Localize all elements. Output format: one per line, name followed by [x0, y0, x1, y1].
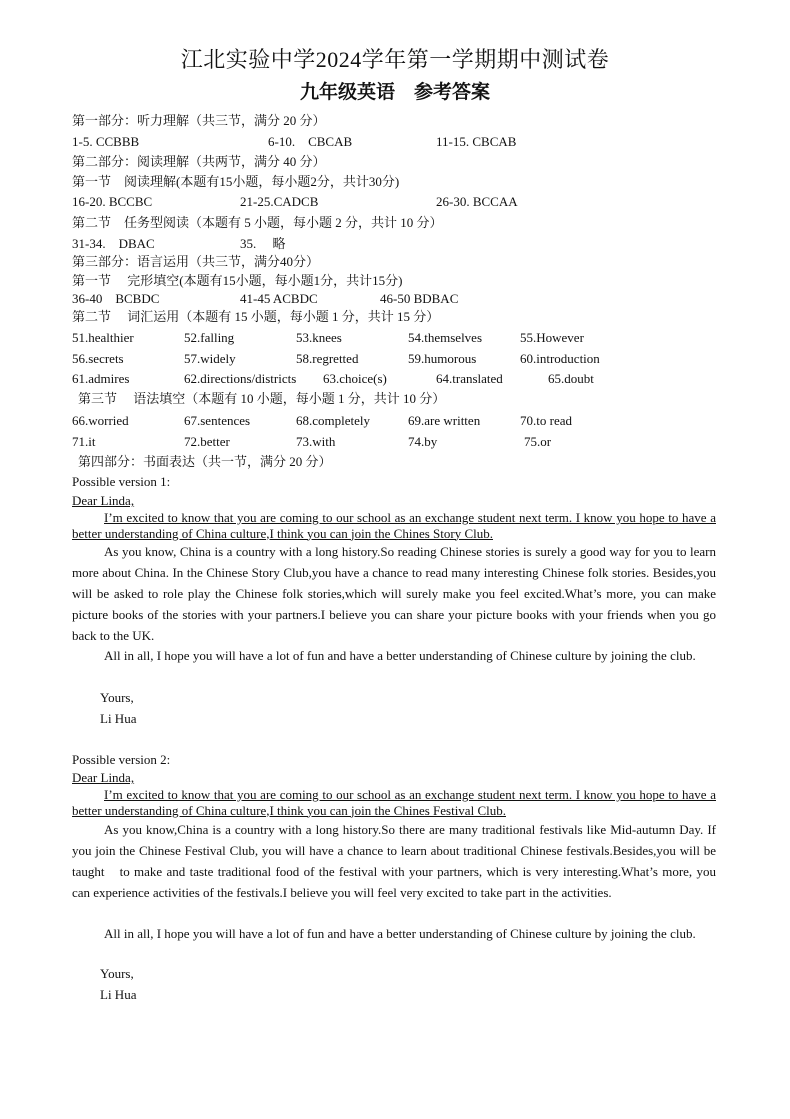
part3-section3-heading: 第三节 语法填空（本题有 10 小题，每小题 1 分，共计 10 分）: [78, 391, 446, 406]
vocab-answer: 55.However: [520, 330, 584, 345]
version-label: Possible version 2:: [72, 752, 171, 767]
part2-heading: 第二部分：阅读理解（共两节，满分 40 分）: [72, 154, 326, 169]
vocab-answer: 52.falling: [184, 330, 235, 345]
answer-group: 1-5. CCBBB: [72, 134, 140, 149]
vocab-answer: 53.knees: [296, 330, 342, 345]
letter-body: As you know,China is a country with a long history.So there are many traditional festivals like Mid-autumn Day. If you join the Chinese Festival Club, you will have a chance to learn about traditional Chinese festivals.Besides,you will be taught to make and taste traditional food of the festival with your partners, which is very interesting.What’s more, you can experience activities of the festivals.I believe you will feel very excited to take part in the activities.: [72, 822, 716, 900]
answer-group: 35. 略: [240, 236, 286, 251]
answer-group: 11-15. CBCAB: [436, 134, 517, 149]
vocab-answer: 61.admires: [72, 371, 130, 386]
part2-section2-heading: 第二节 任务型阅读（本题有 5 小题，每小题 2 分，共计 10 分）: [72, 215, 443, 230]
letter-signature: Li Hua: [100, 987, 137, 1002]
grammar-answer: 72.better: [184, 434, 230, 449]
answer-group: 36-40 BCBDC: [72, 291, 160, 306]
grammar-answer: 71.it: [72, 434, 96, 449]
vocab-answer: 51.healthier: [72, 330, 134, 345]
vocab-answer: 63.choice(s): [323, 371, 387, 386]
grammar-answer: 67.sentences: [184, 413, 251, 428]
vocab-answer: 64.translated: [436, 371, 503, 386]
vocab-answer: 54.themselves: [408, 330, 483, 345]
letter-signoff: Yours,: [100, 966, 134, 981]
letter-intro: I’m excited to know that you are coming to our school as an exchange student next term. I know you hope to have a better understanding of China culture,I think you can join the Chines Festival Club.: [72, 787, 716, 818]
grammar-answer: 66.worried: [72, 413, 129, 428]
grammar-answer: 74.by: [408, 434, 438, 449]
letter-closing: All in all, I hope you will have a lot of fun and have a better understanding of Chinese culture by joining the club.: [104, 926, 696, 941]
letter-greeting: Dear Linda,: [72, 493, 135, 508]
grammar-answer: 75.or: [524, 434, 552, 449]
grammar-answer: 70.to read: [520, 413, 572, 428]
letter-closing: All in all, I hope you will have a lot of fun and have a better understanding of Chinese culture by joining the club.: [104, 648, 696, 663]
letter-signature: Li Hua: [100, 711, 137, 726]
letter-intro: I’m excited to know that you are coming to our school as an exchange student next term. I know you hope to have a better understanding of China culture,I think you can join the Chines Story Club.: [72, 510, 716, 541]
part3-section2-heading: 第二节 词汇运用（本题有 15 小题，每小题 1 分，共计 15 分）: [72, 309, 440, 324]
part3-heading: 第三部分：语言运用（共三节，满分40分）: [72, 254, 320, 269]
answer-group: 31-34. DBAC: [72, 236, 155, 251]
exam-title: 江北实验中学2024学年第一学期期中测试卷: [180, 47, 610, 72]
part1-heading: 第一部分：听力理解（共三节，满分 20 分）: [72, 113, 326, 128]
answer-group: 46-50 BDBAC: [380, 291, 459, 306]
vocab-answer: 57.widely: [184, 351, 236, 366]
answer-group: 26-30. BCCAA: [436, 194, 518, 209]
vocab-answer: 59.humorous: [408, 351, 477, 366]
vocab-answer: 60.introduction: [520, 351, 600, 366]
vocab-answer: 56.secrets: [72, 351, 124, 366]
version-label: Possible version 1:: [72, 474, 171, 489]
part3-section1-heading: 第一节 完形填空(本题有15小题，每小题1分，共计15分): [72, 273, 403, 288]
answer-group: 21-25.CADCB: [240, 194, 319, 209]
vocab-answer: 65.doubt: [548, 371, 594, 386]
letter-signoff: Yours,: [100, 690, 134, 705]
letter-body: As you know, China is a country with a long history.So reading Chinese stories is surely a good way for you to learn more about China. In the Chinese Story Club,you have a chance to read many interesting Chinese folk stories. Besides,you will be asked to role play the Chinese folk stories,which will surely make you feel excited.What’s more, you can make picture books of the stories with your partners.I believe you can share your picture books with your friends when you go back to the UK.: [72, 544, 716, 643]
exam-subtitle: 九年级英语 参考答案: [299, 82, 490, 103]
vocab-answer: 62.directions/districts: [184, 371, 297, 386]
grammar-answer: 73.with: [296, 434, 336, 449]
grammar-answer: 68.completely: [296, 413, 371, 428]
part4-heading: 第四部分：书面表达（共一节，满分 20 分）: [78, 454, 332, 469]
grammar-answer: 69.are written: [408, 413, 481, 428]
part2-section1-heading: 第一节 阅读理解(本题有15小题，每小题2分，共计30分): [72, 174, 400, 189]
answer-group: 41-45 ACBDC: [240, 291, 318, 306]
answer-group: 6-10. CBCAB: [268, 134, 353, 149]
vocab-answer: 58.regretted: [296, 351, 359, 366]
answer-group: 16-20. BCCBC: [72, 194, 153, 209]
letter-greeting: Dear Linda,: [72, 770, 135, 785]
